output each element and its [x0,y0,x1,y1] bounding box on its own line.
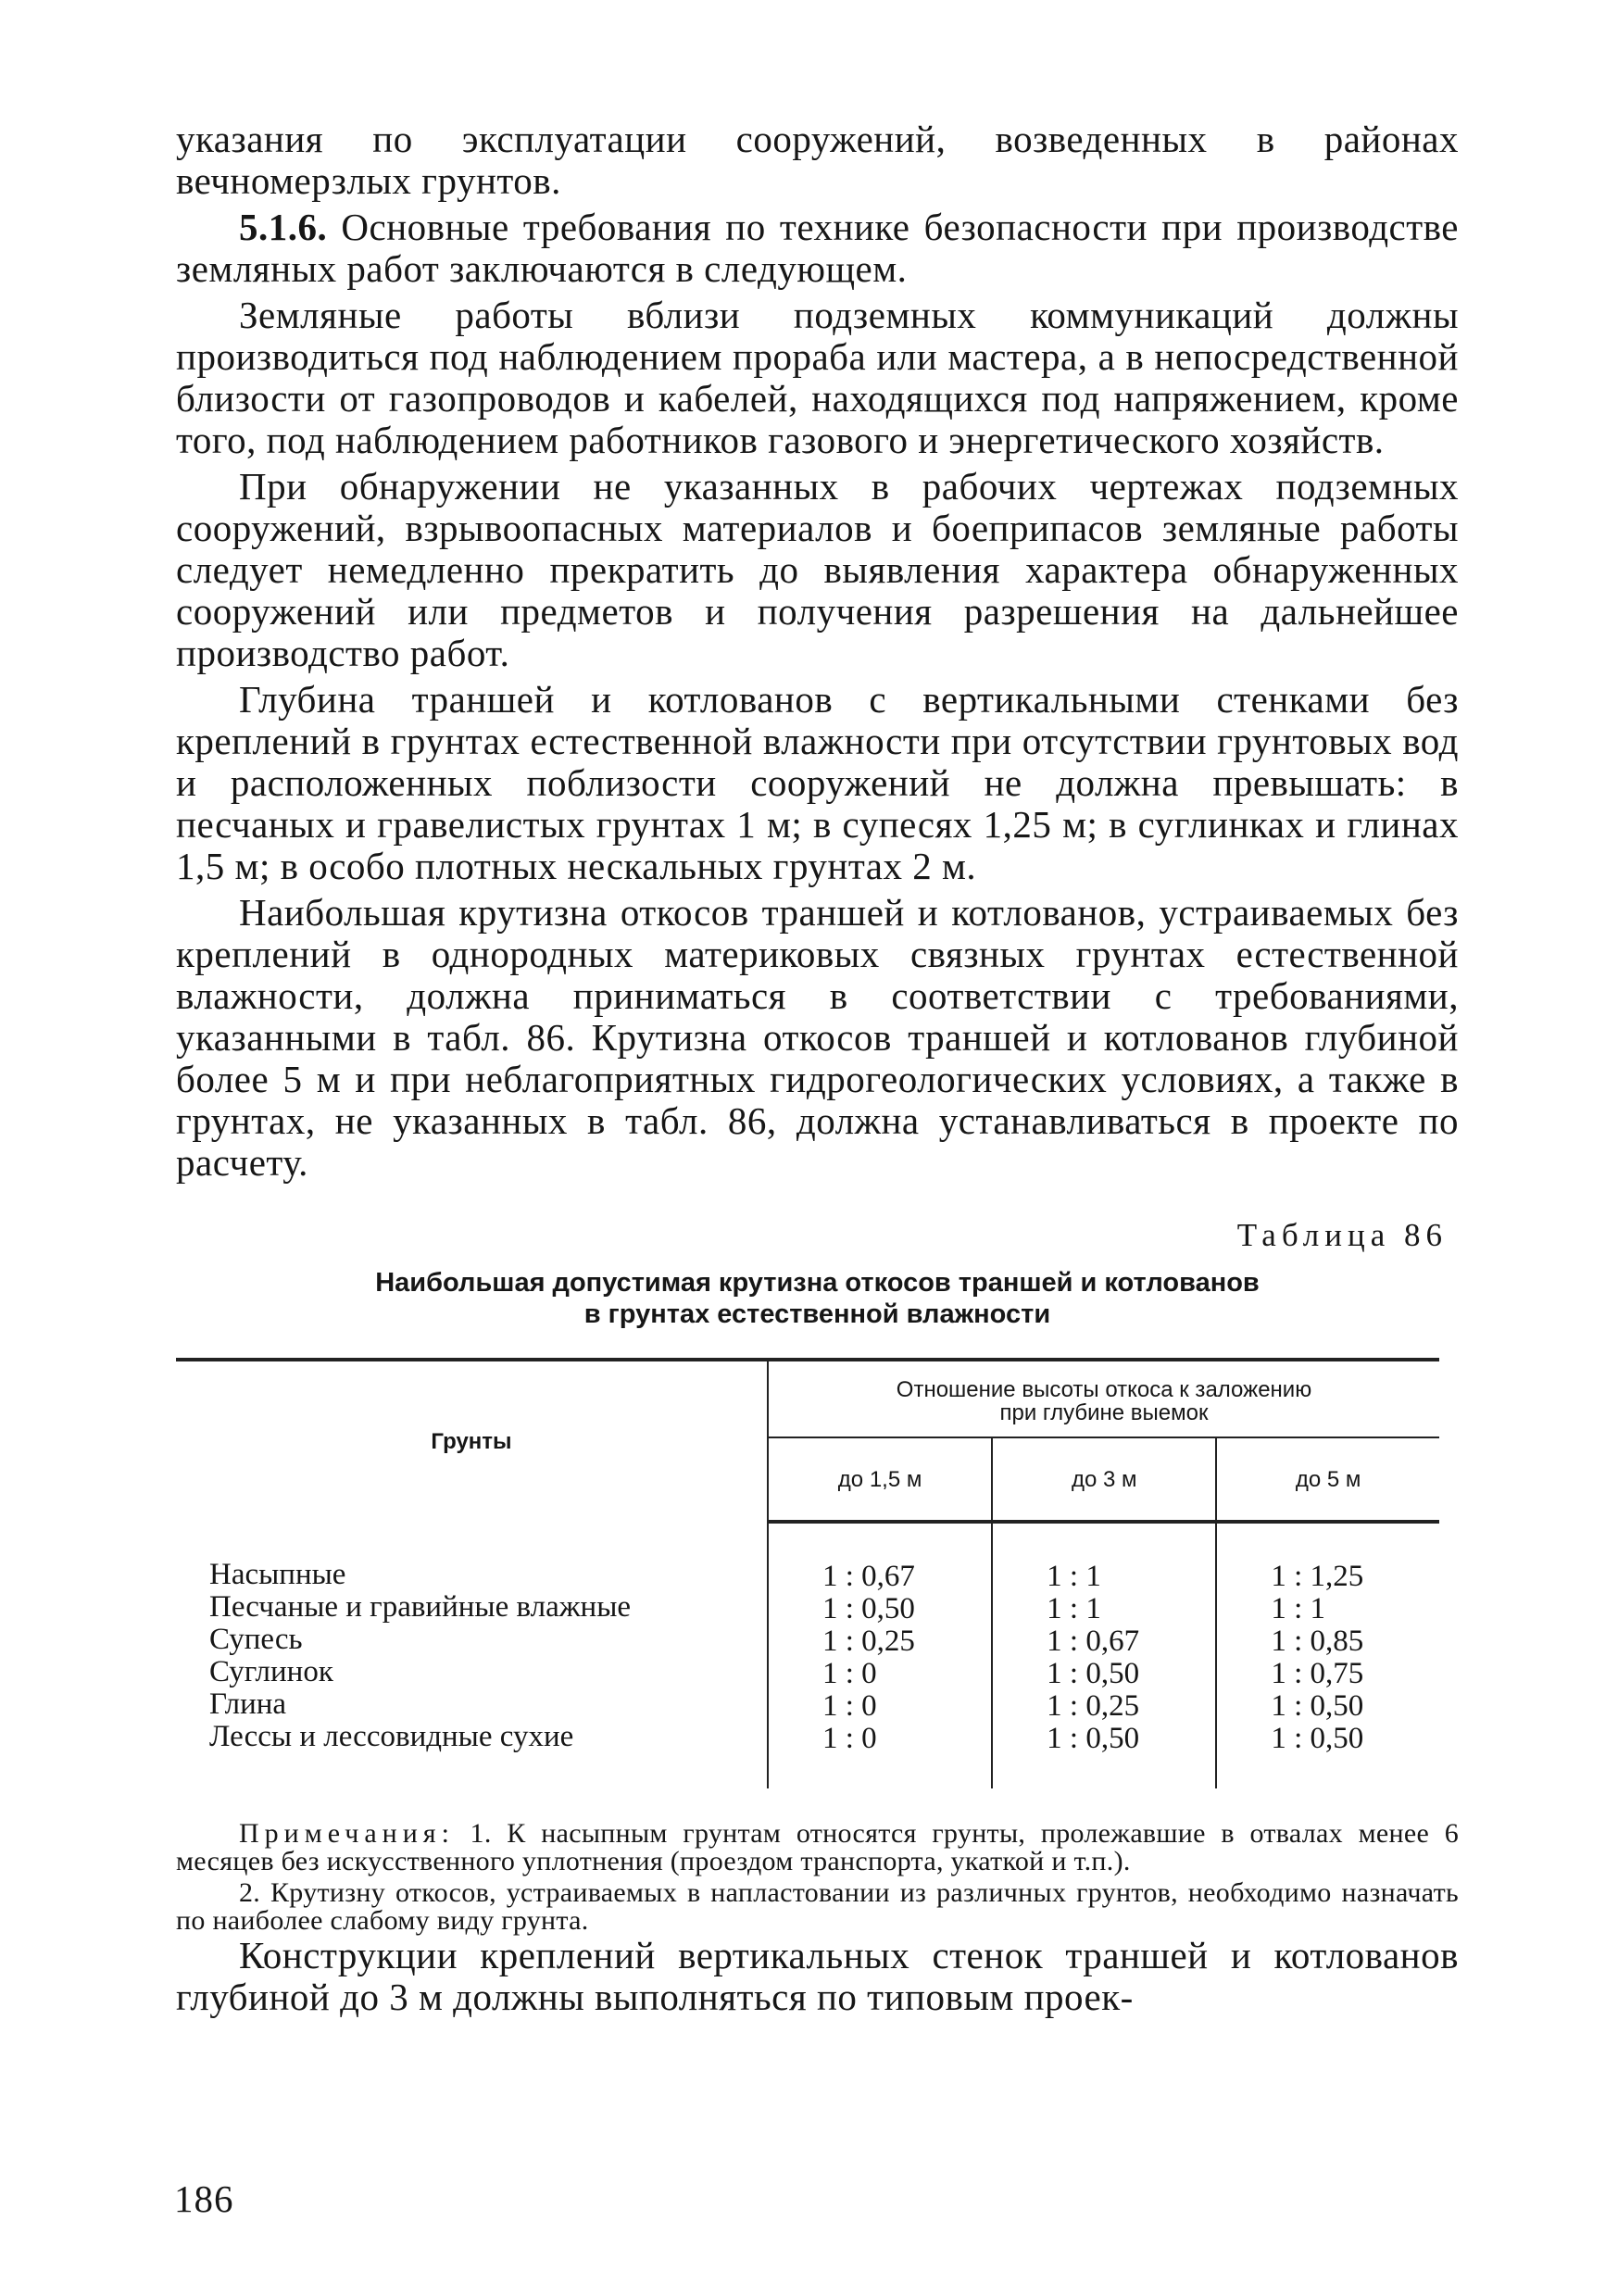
notes-label: Примечания: [239,1818,455,1849]
ratio-cell: 1 : 0 [822,1657,877,1690]
ratio-cell: 1 : 0,50 [1047,1657,1140,1690]
depth-header-1-5m: до 1,5 м [768,1437,992,1522]
ratio-cell: 1 : 0,25 [1047,1689,1140,1723]
column-5m [1216,1522,1439,1788]
soil-cell: Глина [209,1687,287,1721]
table-notes [176,1820,1459,1935]
ratio-cell: 1 : 0,67 [1047,1625,1140,1658]
note-2: 2. Крутизну откосов, устраиваемых в напластовании из различных грунтов, необходимо назначать по наиболее слабому виду грунта. [176,1877,1459,1936]
ratio-group-header-line-2: при глубине выемок [999,1400,1209,1425]
soil-cell: Лессы и лессовидные сухие [209,1720,574,1753]
ratio-cell: 1 : 0,85 [1271,1625,1364,1658]
paragraph-3: Земляные работы вблизи подземных коммуникаций должны производиться под наблюдением прораба или мастера, а в непосредственной близости от газопроводов и кабелей, находящихся под напряжением, кроме того, под наблюдением работников газового и энергетического хозяйств. [176,294,1459,461]
ratio-cell: 1 : 0,67 [822,1560,915,1593]
paragraph-1: указания по эксплуатации сооружений, возведенных в районах вечномерзлых грунтов. [176,118,1459,202]
depth-header-5m: до 5 м [1216,1437,1439,1522]
table-title-line-1: Наибольшая допустимая крутизна откосов траншей и котлованов [375,1268,1260,1298]
soil-column [176,1522,768,1788]
ratio-cell: 1 : 0,50 [1271,1689,1364,1723]
soil-cell: Суглинок [209,1655,333,1688]
ratio-group-header-line-1: Отношение высоты откоса к заложению [896,1377,1312,1402]
table-title-line-2: в грунтах естественной влажности [583,1299,1051,1329]
note-1-text: 1. К насыпным грунтам относятся грунты, пролежавшие в отвалах менее 6 месяцев без искусственного уплотнения (проездом транспорта, укаткой и т.п.). [176,1818,1459,1876]
page-number: 186 [174,2177,234,2220]
soil-cell: Насыпные [209,1558,346,1591]
paragraph-2 [176,207,1459,290]
table-caption: Таблица 86 [1236,1217,1448,1253]
soil-column-header: Грунты [176,1360,768,1522]
ratio-cell: 1 : 0 [822,1722,877,1755]
ratio-cell: 1 : 1 [1271,1592,1325,1625]
ratio-cell: 1 : 1,25 [1271,1560,1364,1593]
ratio-cell: 1 : 1 [1047,1592,1101,1625]
ratio-cell: 1 : 0,50 [1271,1722,1364,1755]
page-content [176,119,1459,2018]
soil-cell: Супесь [209,1623,303,1656]
note-1 [176,1820,1459,1876]
ratio-cell: 1 : 0,25 [822,1625,915,1658]
depth-header-3m: до 3 м [992,1437,1216,1522]
ratio-cell: 1 : 1 [1047,1560,1101,1593]
ratio-cell: 1 : 0 [822,1689,877,1723]
ratio-cell: 1 : 0,50 [822,1592,915,1625]
ratio-cell: 1 : 0,75 [1271,1657,1364,1690]
paragraph-2-text: Основные требования по технике безопасности при производстве земляных работ заключаются в следующем. [176,206,1459,290]
column-3m [992,1522,1216,1788]
section-number: 5.1.6. [239,206,328,248]
soil-cell: Песчаные и гравийные влажные [209,1590,632,1624]
paragraph-7: Конструкции креплений вертикальных стенок траншей и котлованов глубиной до 3 м должны выполняться по типовым проек- [176,1934,1459,2018]
column-1-5m [768,1522,992,1788]
ratio-group-header [768,1360,1439,1437]
paragraph-5: Глубина траншей и котлованов с вертикальными стенками без креплений в грунтах естественной влажности при отсутствии грунтовых вод и расположенных поблизости сооружений не должна превышать: в песчаных и гравелистых грунтах 1 м; в супесях 1,25 м; в суглинках и глинах 1,5 м; в особо плотных нескальных грунтах 2 м. [176,678,1459,887]
ratio-cell: 1 : 0,50 [1047,1722,1140,1755]
paragraph-6: Наибольшая крутизна откосов траншей и котлованов, устраиваемых без креплений в однородных материковых связных грунтах естественной влажности, должна приниматься в соответствии с требованиями, указанными в табл. 86. Крутизна откосов траншей и котлованов глубиной более 5 м и при неблагоприятных гидрогеологических условиях, а также в грунтах, не указанных в табл. 86, должна устанавливаться в проекте по расчету. [176,891,1459,1184]
paragraph-4: При обнаружении не указанных в рабочих чертежах подземных сооружений, взрывоопасных материалов и боеприпасов земляные работы следует немедленно прекратить до выявления характера обнаруженных сооружений или предметов и получения разрешения на дальнейшее производство работ. [176,465,1459,674]
slope-table [176,1358,1439,1788]
table-title [176,1267,1459,1330]
